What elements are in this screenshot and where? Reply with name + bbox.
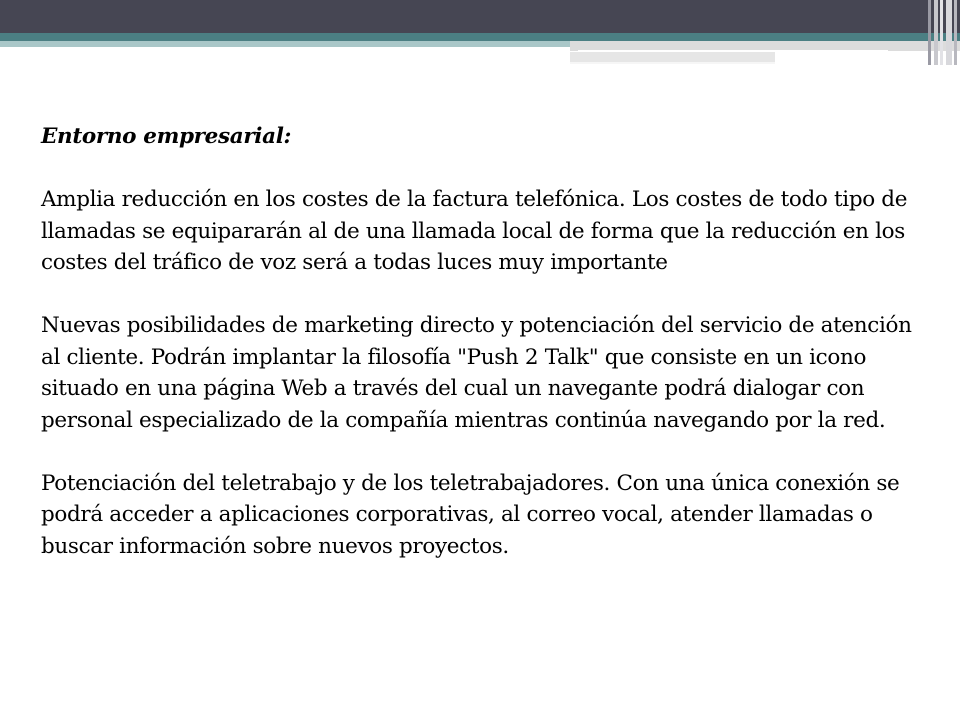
corner-decoration-bar bbox=[940, 0, 943, 65]
corner-decoration-bar bbox=[934, 0, 938, 65]
header-teal-band bbox=[0, 33, 960, 41]
corner-decoration-bar bbox=[928, 0, 931, 65]
header-divider-line-lower bbox=[570, 62, 775, 64]
header-teal-light-strip bbox=[0, 41, 570, 47]
paragraph-cost-reduction: Amplia reducción en los costes de la factura telefónica. Los costes de todo tipo de llamadas se equipararán al de una llamada local de forma que la reducción en los costes del tráfico de voz será a todas luces muy importante bbox=[41, 187, 908, 275]
paragraph-marketing: Nuevas posibilidades de marketing directo y potenciación del servicio de atención al cliente. Podrán implantar la filosofía "Push 2 Talk" que consiste en un icono situado en una página Web a través del cual un navegante podrá dialogar con personal especializado de la compañía mientras continúa navegando por la red. bbox=[41, 313, 912, 433]
paragraph-telework: Potenciación del teletrabajo y de los teletrabajadores. Con una única conexión se podrá acceder a aplicaciones corporativas, al correo vocal, atender llamadas o buscar información sobre nuevos proyectos. bbox=[41, 470, 900, 559]
corner-decoration-bar bbox=[946, 0, 952, 65]
section-heading: Entorno empresarial: bbox=[41, 124, 292, 149]
corner-decoration-bar bbox=[954, 0, 957, 65]
header-dark-band bbox=[0, 0, 960, 33]
slide-body bbox=[41, 121, 921, 594]
